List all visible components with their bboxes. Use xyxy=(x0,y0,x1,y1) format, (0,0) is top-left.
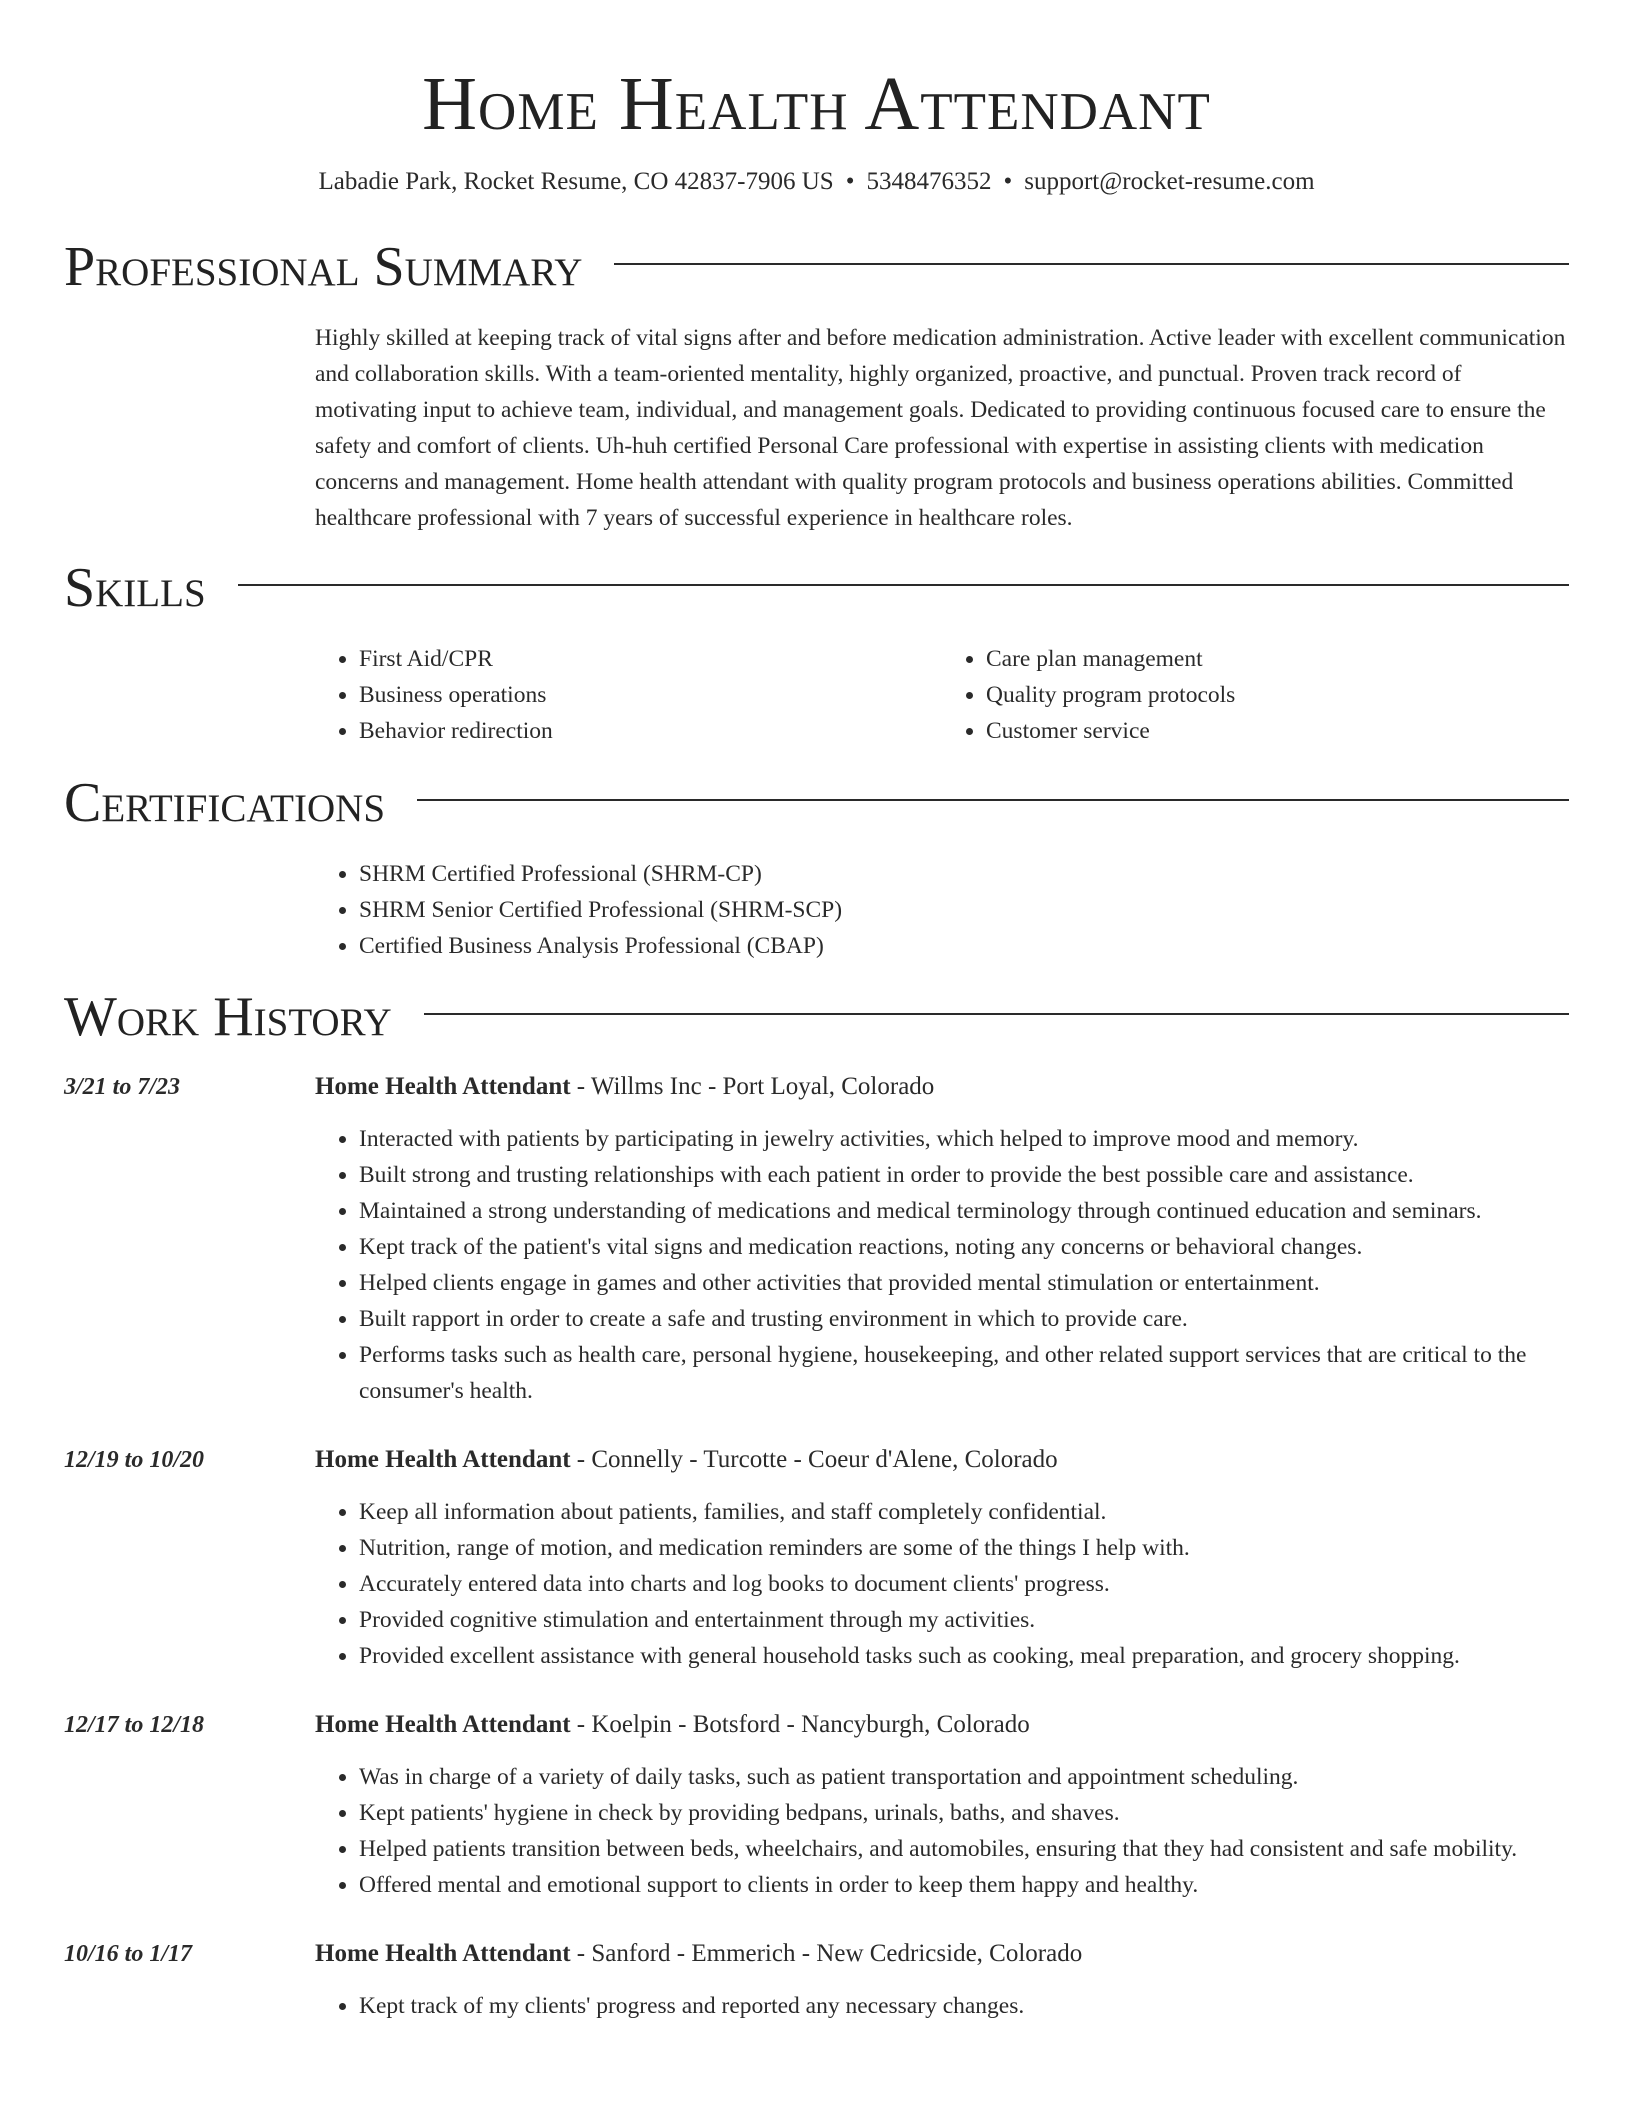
job-bullet: • Performs tasks such as health care, personal hygiene, housekeeping, and other related support services that are critical to the consumer's health. xyxy=(359,1337,1569,1409)
candidate-name: Home Health Attendant xyxy=(422,62,1211,146)
email-link[interactable]: support@rocket-resume.com xyxy=(1024,168,1315,195)
job-bullet: • Kept track of the patient's vital signs and medication reactions, noting any concerns or behavioral changes. xyxy=(359,1229,1569,1265)
section-heading xyxy=(64,235,1569,299)
certification-item: • SHRM Certified Professional (SHRM-CP) xyxy=(359,856,1569,892)
summary-text: Highly skilled at keeping track of vital signs after and before medication administration. Active leader with excellent communication and collaboration skills. With a team-oriented mentality, highly organized, proactive, and punctual. Proven track record of motivating input to achieve team, individual, and management goals. Dedicated to providing continuous focused care to ensure the safety and comfort of clients. Uh-huh certified Personal Care professional with expertise in assisting clients with medication concerns and management. Home health attendant with quality program protocols and business operations abilities. Committed healthcare professional with 7 years of successful experience in healthcare roles. xyxy=(315,325,1566,531)
job-details xyxy=(315,1936,1569,2024)
section-divider xyxy=(614,263,1569,265)
job-bullets xyxy=(315,1759,1569,1903)
certifications-section xyxy=(64,771,1569,964)
separator-dot: • xyxy=(845,168,855,195)
job-title-line xyxy=(315,1707,1569,1743)
job-details xyxy=(315,1442,1569,1674)
skills-grid xyxy=(315,641,1569,749)
job-bullet: • Keep all information about patients, families, and staff completely confidential. xyxy=(359,1494,1569,1530)
job-title-line xyxy=(315,1442,1569,1478)
skills-list-right xyxy=(942,641,1569,749)
section-divider xyxy=(417,799,1569,801)
skills-section xyxy=(64,556,1569,749)
section-title: Skills xyxy=(64,557,206,619)
job-bullet: • Kept patients' hygiene in check by providing bedpans, urinals, baths, and shaves. xyxy=(359,1795,1569,1831)
job-employer: - Willms Inc - Port Loyal, Colorado xyxy=(570,1073,935,1100)
job-title-line xyxy=(315,1069,1569,1105)
summary-body xyxy=(315,320,1569,536)
job-bullets xyxy=(315,1121,1569,1409)
certification-item: • Certified Business Analysis Professional (CBAP) xyxy=(359,928,1569,964)
job-bullet: • Provided excellent assistance with general household tasks such as cooking, meal preparation, and grocery shopping. xyxy=(359,1638,1569,1674)
job-role: Home Health Attendant xyxy=(315,1940,571,1967)
phone: 5348476352 xyxy=(866,168,992,195)
certifications-list xyxy=(315,856,1569,964)
skill-item: • Business operations xyxy=(359,677,942,713)
section-heading xyxy=(64,985,1569,1049)
job-entry xyxy=(64,1707,1569,1903)
job-employer: - Connelly - Turcotte - Coeur d'Alene, Colorado xyxy=(570,1446,1058,1473)
job-bullet: • Built rapport in order to create a safe and trusting environment in which to provide care. xyxy=(359,1301,1569,1337)
section-title: Professional Summary xyxy=(64,236,583,298)
job-dates: 12/17 to 12/18 xyxy=(64,1712,205,1738)
job-bullets xyxy=(315,1494,1569,1674)
contact-line xyxy=(64,166,1569,198)
job-role: Home Health Attendant xyxy=(315,1711,571,1738)
job-dates: 3/21 to 7/23 xyxy=(64,1074,181,1100)
job-bullet: • Offered mental and emotional support to clients in order to keep them happy and healthy. xyxy=(359,1867,1569,1903)
section-title: Work History xyxy=(64,986,392,1048)
skill-item: • Behavior redirection xyxy=(359,713,942,749)
section-heading xyxy=(64,771,1569,835)
work-history-section xyxy=(64,985,1569,2024)
job-bullets xyxy=(315,1988,1569,2024)
job-bullet: • Was in charge of a variety of daily tasks, such as patient transportation and appointment scheduling. xyxy=(359,1759,1569,1795)
job-bullet: • Helped clients engage in games and other activities that provided mental stimulation or entertainment. xyxy=(359,1265,1569,1301)
skill-item: • Customer service xyxy=(986,713,1569,749)
job-details xyxy=(315,1069,1569,1409)
job-entry xyxy=(64,1442,1569,1674)
job-entry xyxy=(64,1936,1569,2024)
certifications-body xyxy=(315,856,1569,964)
section-divider xyxy=(424,1013,1569,1015)
section-title: Certifications xyxy=(64,772,386,834)
job-dates: 12/19 to 10/20 xyxy=(64,1447,205,1473)
job-bullet: • Kept track of my clients' progress and reported any necessary changes. xyxy=(359,1988,1569,2024)
certification-item: • SHRM Senior Certified Professional (SHRM-SCP) xyxy=(359,892,1569,928)
job-entry xyxy=(64,1069,1569,1409)
job-role: Home Health Attendant xyxy=(315,1446,571,1473)
job-bullet: • Helped patients transition between beds, wheelchairs, and automobiles, ensuring that they had consistent and safe mobility. xyxy=(359,1831,1569,1867)
job-employer: - Sanford - Emmerich - New Cedricside, Colorado xyxy=(570,1940,1083,1967)
resume-header xyxy=(64,0,1569,198)
job-bullet: • Built strong and trusting relationships with each patient in order to provide the best possible care and assistance. xyxy=(359,1157,1569,1193)
separator-dot: • xyxy=(1003,168,1013,195)
job-bullet: • Nutrition, range of motion, and medication reminders are some of the things I help with. xyxy=(359,1530,1569,1566)
skill-item: • Care plan management xyxy=(986,641,1569,677)
job-bullet: • Maintained a strong understanding of medications and medical terminology through continued education and seminars. xyxy=(359,1193,1569,1229)
job-bullet: • Interacted with patients by participating in jewelry activities, which helped to improve mood and memory. xyxy=(359,1121,1569,1157)
skills-list-left xyxy=(315,641,942,749)
job-role: Home Health Attendant xyxy=(315,1073,571,1100)
job-title-line xyxy=(315,1936,1569,1972)
resume-page xyxy=(64,0,1569,2024)
summary-section xyxy=(64,235,1569,536)
job-employer: - Koelpin - Botsford - Nancyburgh, Colorado xyxy=(570,1711,1030,1738)
skill-item: • First Aid/CPR xyxy=(359,641,942,677)
section-divider xyxy=(238,584,1569,586)
address: Labadie Park, Rocket Resume, CO 42837-7906 US xyxy=(318,168,834,195)
job-bullet: • Accurately entered data into charts and log books to document clients' progress. xyxy=(359,1566,1569,1602)
job-dates: 10/16 to 1/17 xyxy=(64,1941,193,1967)
job-bullet: • Provided cognitive stimulation and entertainment through my activities. xyxy=(359,1602,1569,1638)
job-details xyxy=(315,1707,1569,1903)
skill-item: • Quality program protocols xyxy=(986,677,1569,713)
section-heading xyxy=(64,556,1569,620)
